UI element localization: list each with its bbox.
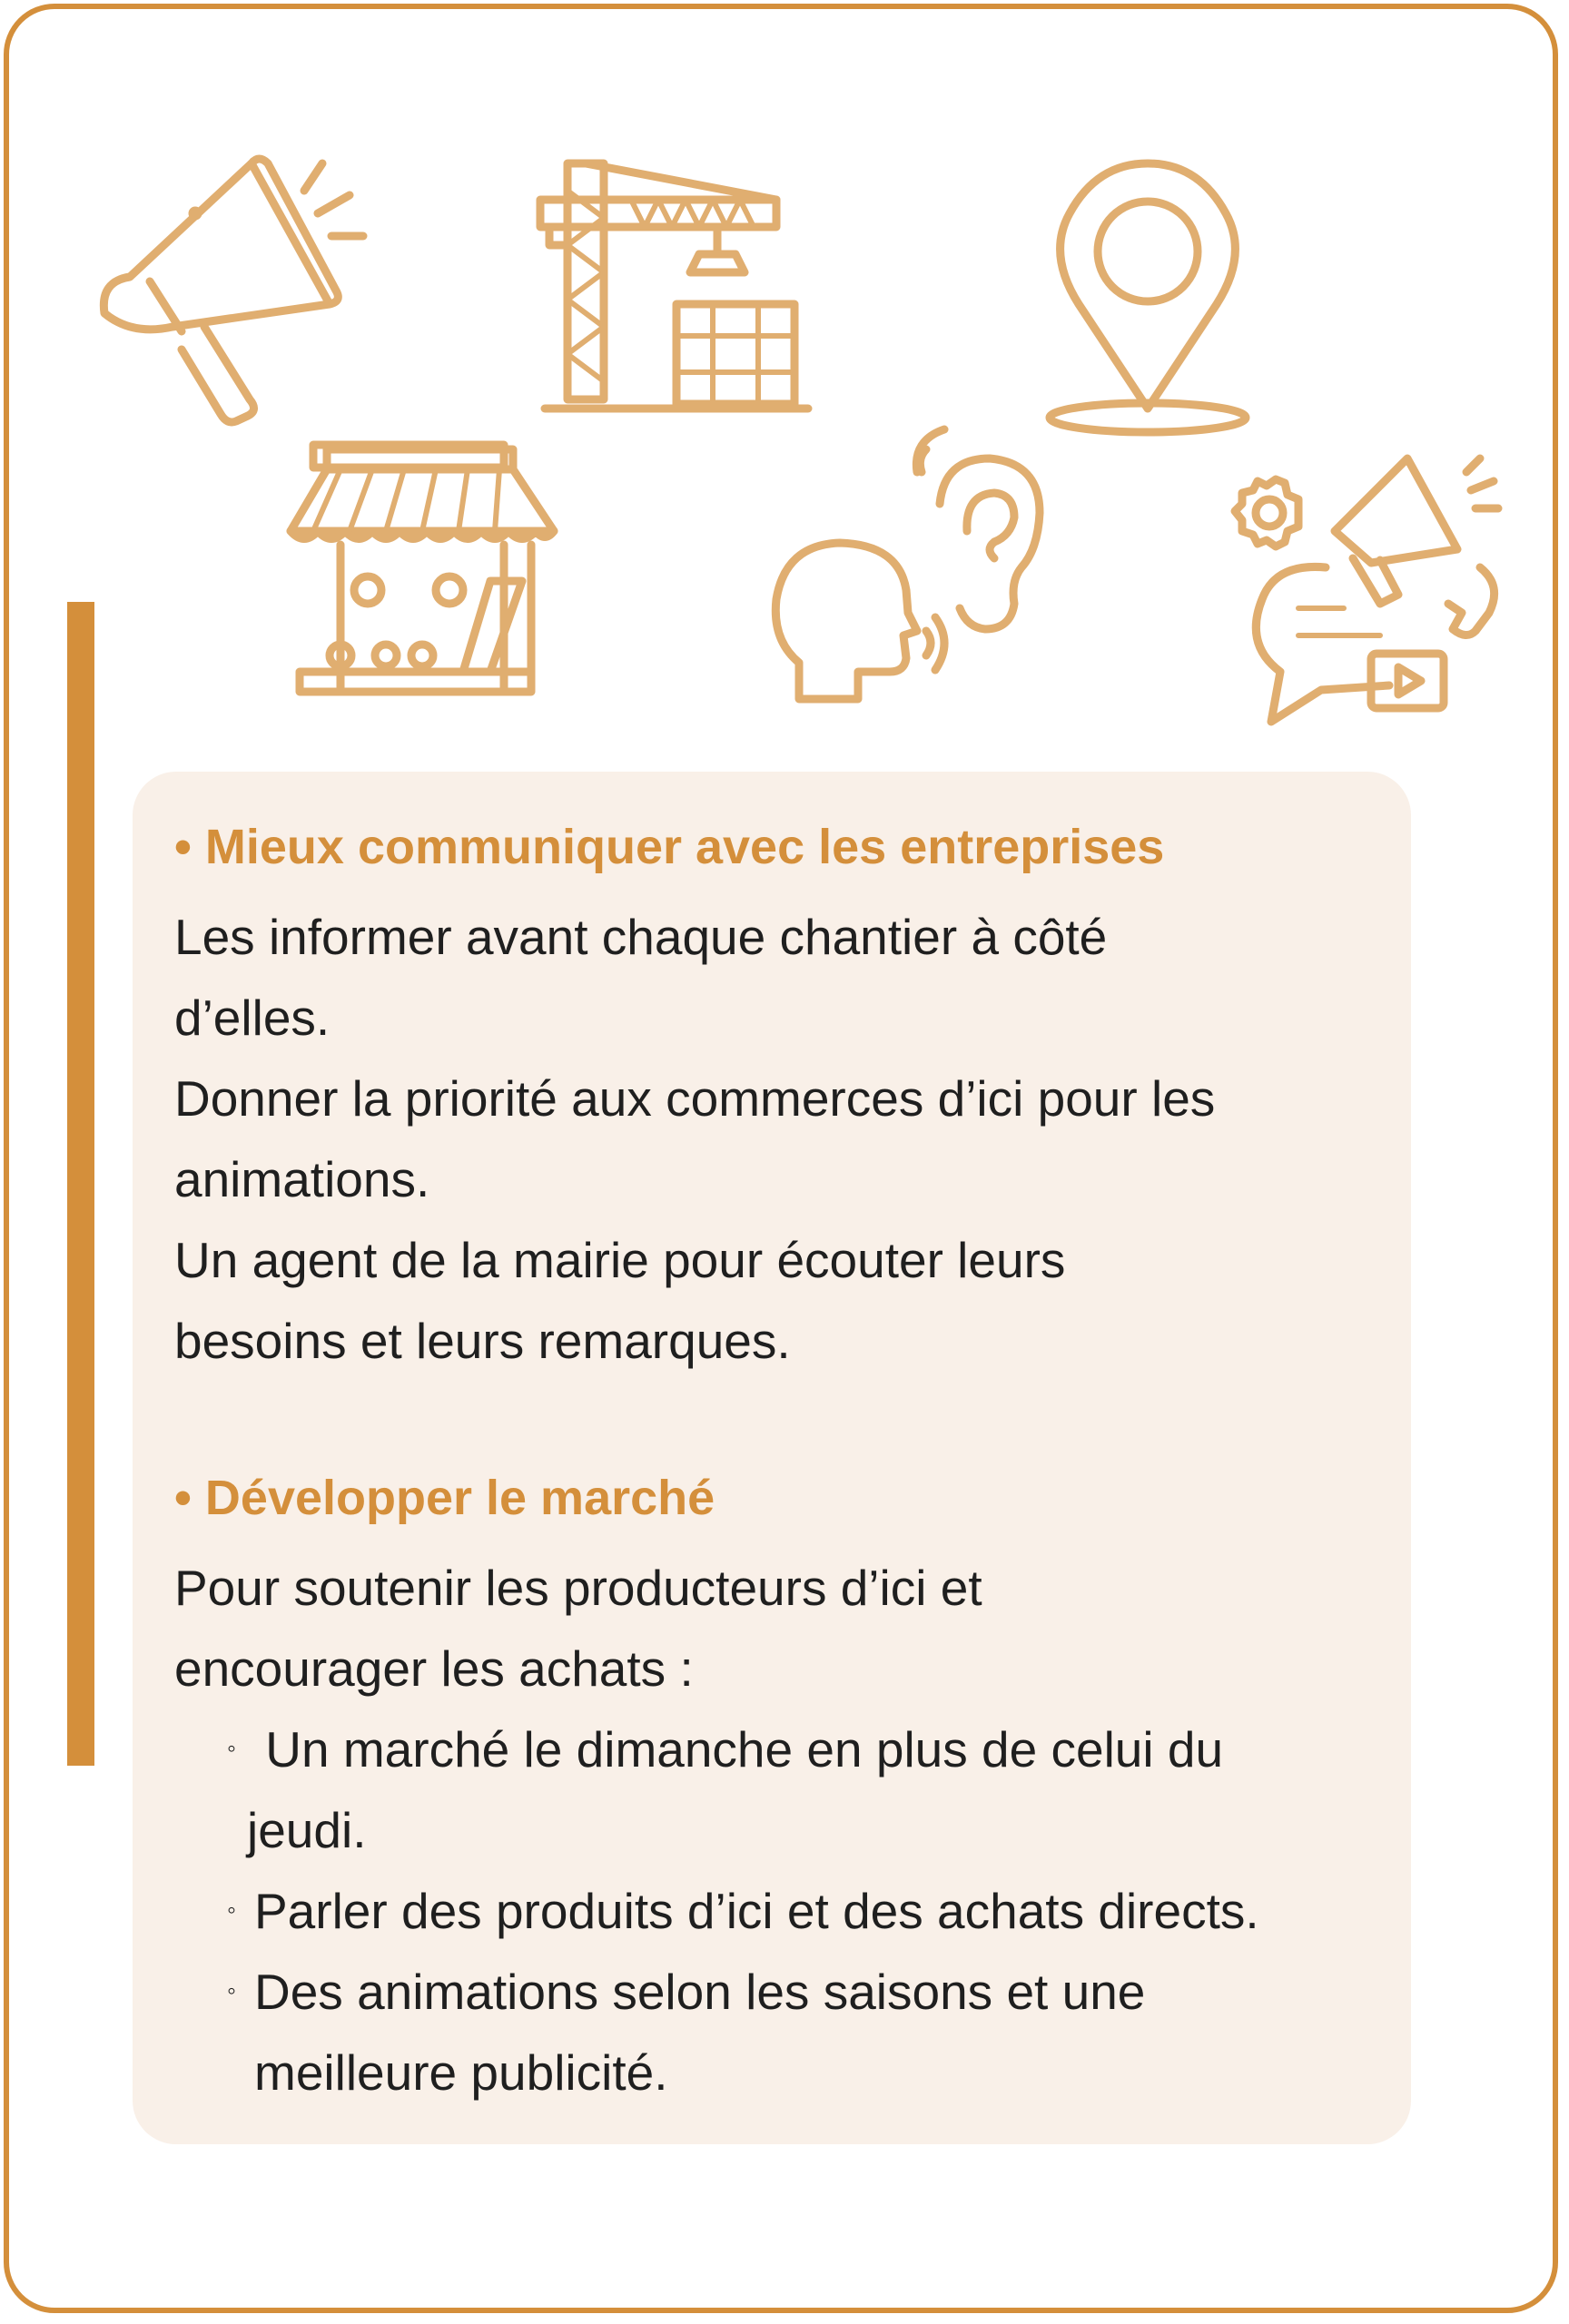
sub-bullet: ◦ (227, 1976, 236, 2004)
content-card (133, 772, 1411, 2144)
sub-bullet: ◦ (227, 1896, 236, 1924)
megaphone-icon (95, 145, 386, 436)
listening-ear-icon (894, 422, 1062, 635)
accent-sidebar-bar (67, 602, 94, 1766)
body-text: Pour soutenir les producteurs d’ici et (174, 1560, 982, 1616)
body-text: Un agent de la mairie pour écouter leurs (174, 1232, 1066, 1288)
body-text: Donner la priorité aux commerces d’ici pour les (174, 1070, 1216, 1127)
body-text: d’elles. (174, 990, 331, 1046)
list-item-text: Des animations selon les saisons et une (254, 1964, 1146, 2020)
list-item (174, 1952, 1357, 2113)
body-text: animations. (174, 1151, 430, 1207)
body-text: besoins et leurs remarques. (174, 1313, 791, 1369)
section-communicate (174, 815, 1357, 1382)
body-text: Les informer avant chaque chantier à côté (174, 909, 1108, 965)
market-stall-icon (286, 445, 554, 694)
list-item-text: Parler des produits d’ici et des achats directs. (254, 1883, 1259, 1939)
section-market (174, 1466, 1357, 2113)
list-item-text: jeudi. (247, 1802, 367, 1858)
location-pin-icon (1042, 154, 1253, 440)
list-item-text: meilleure publicité. (254, 2044, 668, 2101)
section-heading: • Développer le marché (174, 1471, 715, 1525)
communication-channels-icon (1235, 449, 1516, 726)
construction-crane-icon (540, 154, 813, 418)
section-heading: • Mieux communiquer avec les entreprises (174, 820, 1165, 874)
list-item (174, 1709, 1357, 1871)
sub-list (174, 1709, 1357, 2113)
list-item (174, 1871, 1357, 1952)
list-item-text: Un marché le dimanche en plus de celui du (252, 1721, 1224, 1777)
body-text: encourager les achats : (174, 1640, 694, 1697)
sub-bullet: ◦ (227, 1734, 236, 1762)
